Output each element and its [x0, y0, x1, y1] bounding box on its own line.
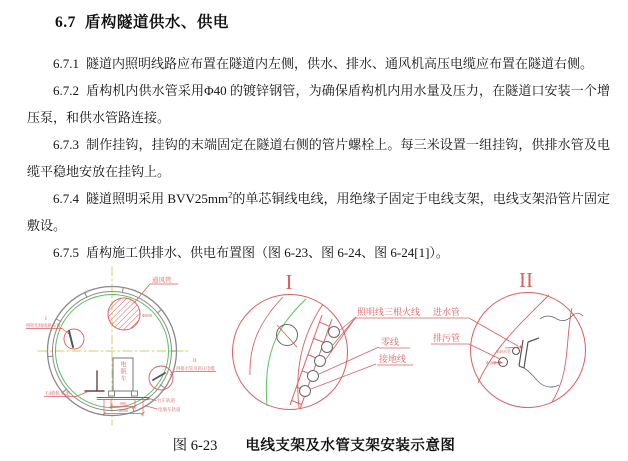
conduit-diagonal	[277, 325, 297, 347]
ventilation-duct-circle	[108, 298, 140, 330]
car-wheel-right	[132, 391, 138, 396]
paragraph-6-7-1	[27, 50, 610, 77]
paragraph-number: 6.7.2	[53, 83, 79, 98]
paragraph-number: 6.7.5	[53, 245, 79, 260]
battery-track-leader	[145, 406, 157, 410]
ground-wire-label: 接地线	[379, 354, 407, 364]
detail2-marker-label: II	[193, 359, 197, 364]
pipe-top-size-label: Φ40水管	[496, 349, 511, 354]
trolley-track-label: 台车轨道	[157, 398, 175, 403]
pipe-bracket-plate	[519, 338, 539, 368]
vent-diameter-label: Φ800	[142, 313, 153, 318]
detail1-note-label: 照明电线线路布置	[26, 323, 61, 328]
detail2-region-circle	[149, 366, 173, 390]
paragraph-text: 的单芯铜线电线，用绝缘子固定于电线支架，电线支架沿管片固定敷设。	[27, 191, 610, 233]
pipe-bottom-size-label: Φ50管	[486, 360, 497, 366]
detail-one-roman-numeral: I	[285, 270, 293, 294]
body-text	[27, 50, 610, 266]
inlet-pipe-label: 进水管	[433, 307, 461, 317]
cable-bracket-mark	[69, 331, 73, 347]
segment-edge-arc-1	[250, 297, 283, 375]
tunnel-cross-section	[26, 267, 216, 425]
detail-two-circle	[471, 293, 586, 408]
paragraph-number: 6.7.3	[53, 137, 79, 152]
detail1-marker-label: I	[45, 316, 47, 322]
live-wires-label: 照明线三根火线	[357, 307, 421, 317]
section-title: 盾构隧道供水、供电	[84, 14, 229, 31]
inlet-pipe-circle	[513, 348, 520, 355]
detail1-region-circle	[64, 329, 84, 349]
muck-track-label: 石碴机车道	[45, 392, 71, 397]
paragraph-text: 隧道照明采用 BVV25mm	[86, 191, 229, 206]
paragraph-text: 盾构机内供水管采用Φ40 的镀锌钢管，为确保盾构机内用水量及压力，在隧道口安装一个增压泵，和供水管路连接。	[27, 83, 610, 125]
paragraph-6-7-3	[27, 131, 610, 185]
car-wheel-left	[109, 391, 115, 396]
inlet-label-leader	[469, 318, 518, 346]
ground-leader	[311, 364, 376, 389]
paragraph-text: 盾构施工供排水、供电布置图（图 6-23、图 6-24、图 6-24[1]）。	[86, 245, 449, 260]
dim-outer-label: 2080	[119, 408, 128, 414]
battery-track-label: 电瓶车轨道	[158, 407, 181, 412]
paragraph-text: 隧道内照明线路应布置在隧道内左侧，供水、排水、通风机高压电缆应布置在隧道右侧。	[86, 56, 594, 71]
pipe-bracket-mark	[153, 373, 165, 380]
detail-two-roman-numeral: II	[519, 268, 533, 292]
figure-caption-title: 电线支架及水管支架安装示意图	[245, 438, 456, 454]
segment-edge-arc-4	[552, 308, 572, 402]
detail-one-view	[233, 270, 432, 410]
dim-inner-label: 900	[119, 401, 127, 407]
figure-caption-number: 图 6-23	[172, 438, 218, 454]
paragraph-text: 制作挂钩，挂钩的末端固定在隧道右侧的管片螺栓上。每三米设置一组挂钩，供排水管及电缆平稳地安放在挂钩上。	[27, 137, 610, 179]
section-number: 6.7	[55, 14, 76, 31]
sewage-pipe-label: 排污管	[433, 333, 461, 343]
battery-car-label: 电瓶车	[120, 362, 127, 383]
cable-wavy-line-bottom	[524, 368, 559, 387]
paragraph-number: 6.7.4	[53, 191, 79, 206]
paragraph-6-7-4	[27, 185, 610, 239]
paragraph-6-7-2	[27, 77, 610, 131]
paragraph-number: 6.7.1	[53, 56, 79, 71]
muck-leader-line	[76, 392, 88, 397]
figure-6-23-drawing	[0, 255, 628, 433]
superscript: 2	[228, 189, 233, 200]
vent-duct-label: 通风管	[152, 277, 172, 284]
section-heading	[55, 10, 229, 32]
figure-caption	[0, 434, 628, 455]
detail-two-view	[431, 268, 586, 408]
neutral-wire-label: 零线	[381, 337, 400, 347]
detail2-note-label: 供排水管及高压电缆	[176, 366, 215, 371]
